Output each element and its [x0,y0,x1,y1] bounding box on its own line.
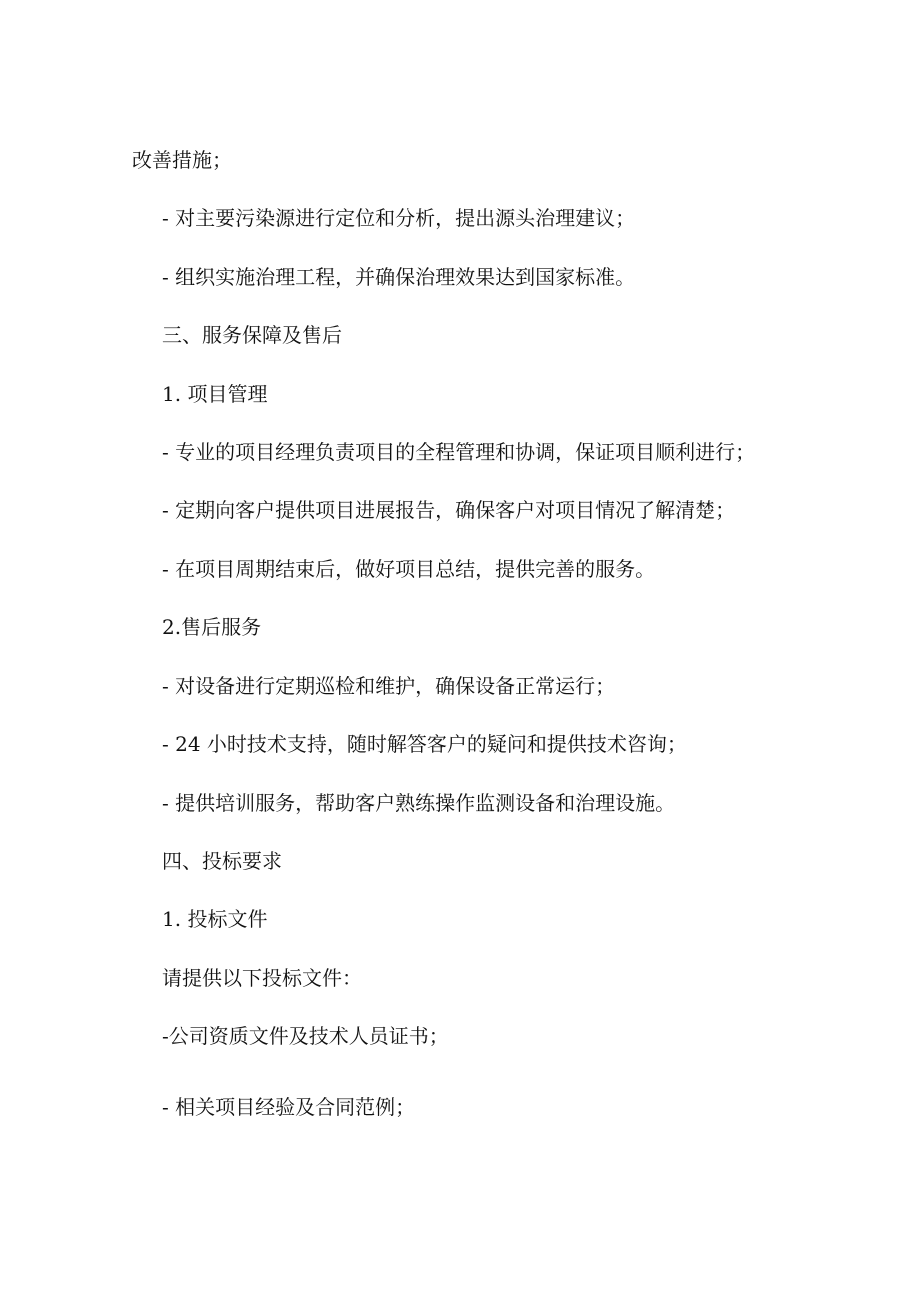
list-item: - 对设备进行定期巡检和维护，确保设备正常运行； [162,674,616,698]
list-item: - 提供培训服务，帮助客户熟练操作监测设备和治理设施。 [162,791,676,815]
list-item: -公司资质文件及技术人员证书； [162,1024,449,1048]
subsection-heading: 1. 投标文件 [162,907,268,931]
list-item: - 定期向客户提供项目进展报告，确保客户对项目情况了解清楚； [162,498,736,522]
subsection-heading: 2.售后服务 [162,615,262,639]
list-item: - 相关项目经验及合同范例； [162,1095,416,1119]
list-item: - 对主要污染源进行定位和分析，提出源头治理建议； [162,206,636,230]
list-item: - 24 小时技术支持，随时解答客户的疑问和提供技术咨询； [162,732,687,756]
section-heading: 三、服务保障及售后 [162,323,342,347]
section-heading: 四、投标要求 [162,849,282,873]
subsection-heading: 1. 项目管理 [162,382,268,406]
list-item: - 在项目周期结束后，做好项目总结，提供完善的服务。 [162,557,656,581]
paragraph: 请提供以下投标文件： [162,966,362,990]
list-item: - 组织实施治理工程，并确保治理效果达到国家标准。 [162,265,636,289]
list-item: - 专业的项目经理负责项目的全程管理和协调，保证项目顺利进行； [162,440,756,464]
paragraph-continuation: 改善措施； [132,148,232,172]
